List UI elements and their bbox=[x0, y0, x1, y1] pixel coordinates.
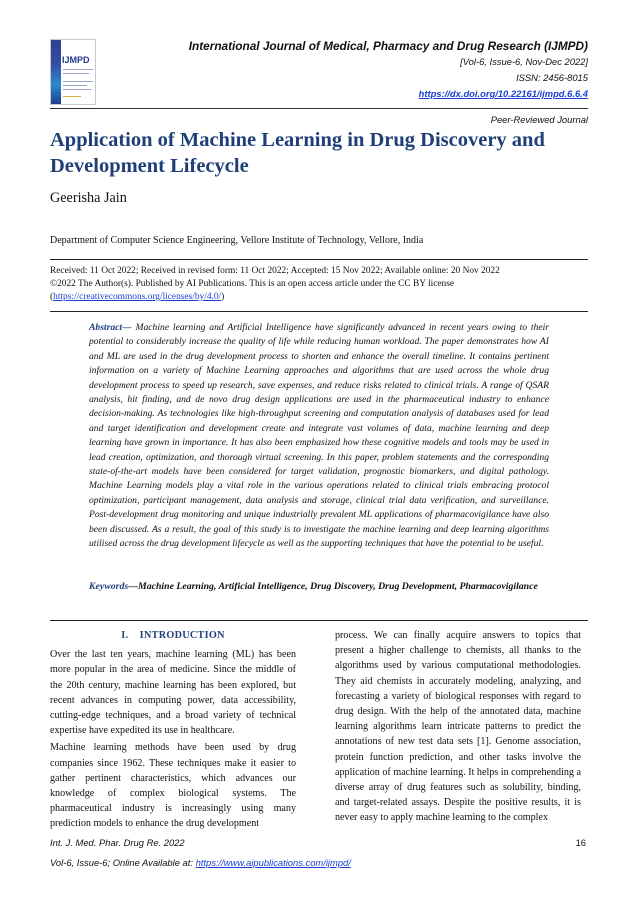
footer-online bbox=[50, 853, 351, 873]
body-column-right bbox=[335, 628, 581, 828]
body-paragraph: Machine learning methods have been used by drug companies since 1962. These techniques make it easier to gather pertinent characteristics, which advances our knowledge of complex biological systems. The pharmaceutical industry is increasingly using many prediction models to enhance the drug development bbox=[50, 742, 296, 830]
journal-header bbox=[189, 38, 588, 102]
doi-link[interactable]: https://dx.doi.org/10.22161/ijmpd.6.6.4 bbox=[418, 88, 588, 99]
journal-title: International Journal of Medical, Pharmacy and Drug Research (IJMPD) bbox=[188, 39, 588, 53]
copyright-notice: ©2022 The Author(s). Published by AI Publications. This is an open access article under the CC BY license bbox=[50, 279, 455, 289]
abstract-text: Machine learning and Artificial Intelligence have significantly advanced in recent years owing to their potential to considerably increase the quality of life while reducing human workload. The paper demonstrates how AI and ML are used in the drug development process to shorten and enhance the overall timeline. It contains pertinent information on a variety of Machine Learning approaches and algorithms that are used across the whole drug development process to speed up research, save expenses, and reduce risks related to clinical trials. A range of QSAR analysis, hit finding, and de novo drug design applications are used in the pharmaceutical industry to enhance decision-making. As technologies like high-throughput screening and computation analysis of databases used for lead and target identification and development create and integrate vast volumes of data, machine learning and deep learning have grown in importance. It has also been emphasized how these cognitive models and tools may be used in lead creation, optimization, and thorough virtual screening. In this paper, problem statements and the corresponding state-of-the-art models have been considered for target validation, prognostic biomarkers, and digital pathology. Machine Learning models play a vital role in the various operations related to clinical trials embracing protocol optimization, participant management, data analysis and storage, clinical trial data verification, and surveillance. Post-development drug monitoring and unique industrially prevalent ML applications of pharmacovigilance have also been discussed. As a result, the goal of this study is to investigate the machine learning and deep learning algorithms utilised across the drug development lifecycle as well as the supporting techniques that have the potential to be useful. bbox=[89, 322, 549, 550]
article-history bbox=[50, 265, 580, 304]
license-link[interactable]: https://creativecommons.org/licenses/by/4.0/ bbox=[53, 292, 222, 302]
journal-logo bbox=[50, 39, 96, 105]
abstract-label: Abstract— bbox=[89, 322, 132, 333]
issn: ISSN: 2456-8015 bbox=[516, 72, 588, 83]
article-title: Application of Machine Learning in Drug Discovery and Development Lifecycle bbox=[50, 129, 545, 177]
history-divider bbox=[50, 311, 588, 312]
body-column-left bbox=[50, 628, 296, 834]
footer-citation: Int. J. Med. Phar. Drug Re. 2022 bbox=[50, 837, 185, 848]
footer-online-prefix: Vol-6, Issue-6; Online Available at: bbox=[50, 857, 196, 868]
peer-reviewed-label: Peer-Reviewed Journal bbox=[490, 114, 588, 125]
page-number: 16 bbox=[575, 837, 586, 848]
section-heading: I. INTRODUCTION bbox=[121, 630, 225, 641]
abstract-divider bbox=[50, 620, 588, 621]
received-dates: Received: 11 Oct 2022; Received in revised form: 11 Oct 2022; Accepted: 15 Nov 2022; Available online: 20 Nov 2022 bbox=[50, 266, 500, 276]
author-name: Geerisha Jain bbox=[50, 190, 127, 206]
body-paragraph: process. We can finally acquire answers to topics that present a higher challenge to chemists, all thanks to the algorithms used by various computational methodologies. They aid chemists in accurately modeling, analyzing, and forecasting a variety of biological responses with regard to drug design. With the help of the annotated data, machine learning algorithms learn intricate patterns to predict the annotations of new test data sets [1]. Genome association, protein function prediction, and other tasks involve the application of machine learning. It helps in comprehending a diverse array of drug features such as solubility, binding, and target-related assays. Despite the positive results, it is never easy to apply machine learning to the complex bbox=[335, 630, 581, 824]
author-affiliation: Department of Computer Science Engineering, Vellore Institute of Technology, Vellore, India bbox=[50, 235, 424, 246]
license-close-paren: ) bbox=[221, 292, 225, 302]
abstract bbox=[89, 321, 549, 552]
keywords bbox=[89, 580, 549, 594]
keywords-label: Keywords bbox=[89, 581, 129, 592]
page-footer bbox=[50, 833, 351, 873]
volume-issue: [Vol-6, Issue-6, Nov-Dec 2022] bbox=[460, 56, 588, 67]
footer-online-link[interactable]: https://www.aipublications.com/ijmpd/ bbox=[195, 857, 351, 868]
affiliation-divider bbox=[50, 259, 588, 260]
header-divider bbox=[50, 108, 588, 109]
body-paragraph: Over the last ten years, machine learning (ML) has been more popular in the area of medicine. Since the middle of the 20th century, machine learning has been explored, but recent advances in computing power, data accessibility, cutting-edge techniques, and a broad variety of technical expertise have expedited its use in healthcare. bbox=[50, 649, 296, 737]
license-line bbox=[50, 291, 580, 304]
keywords-text: —Machine Learning, Artificial Intelligence, Drug Discovery, Drug Development, Pharmacovigilance bbox=[128, 581, 538, 592]
license-open-paren: ( bbox=[50, 292, 54, 302]
journal-logo-text: IJMPD bbox=[62, 55, 90, 65]
